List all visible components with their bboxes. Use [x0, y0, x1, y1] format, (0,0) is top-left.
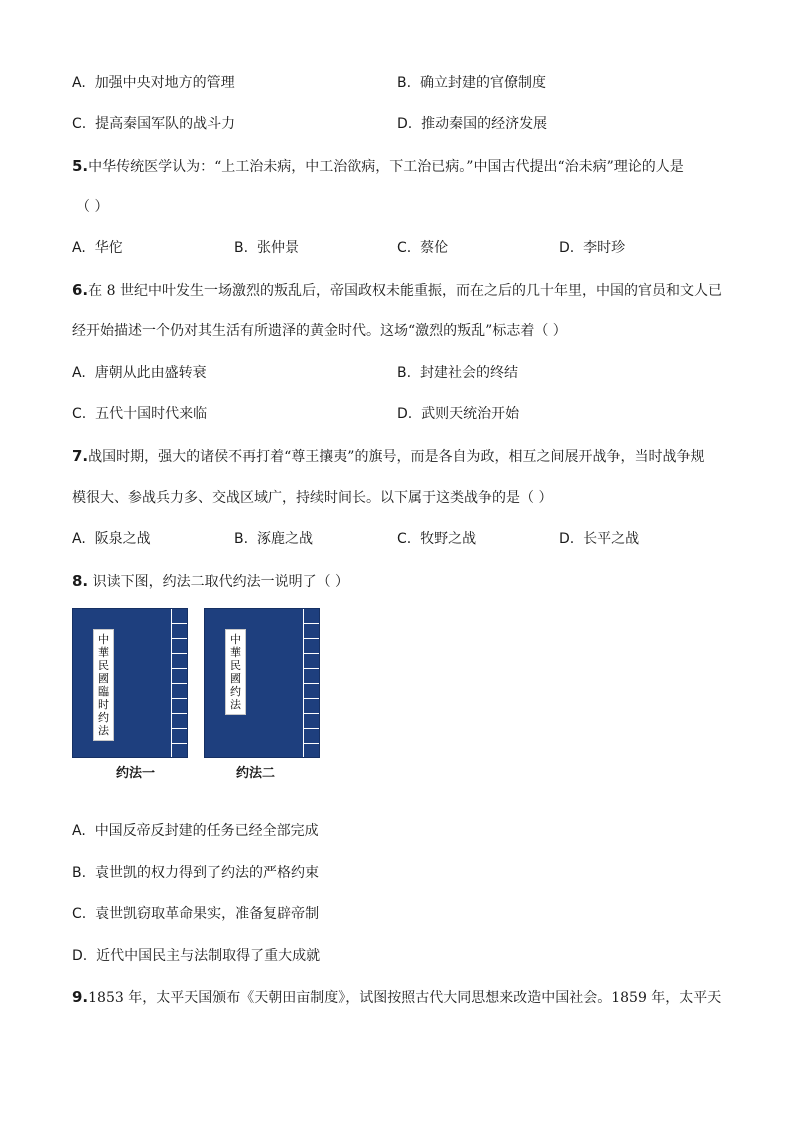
option-letter: A. [72, 240, 86, 256]
option-text: 张仲景 [256, 240, 299, 256]
q4-option-d [397, 114, 547, 134]
book-binding [171, 609, 187, 757]
option-letter: D. [559, 531, 575, 547]
q7-option-d [559, 529, 639, 549]
book2-caption: 约法二 [236, 766, 276, 781]
option-text: 李时珍 [583, 240, 626, 256]
q4-option-a [72, 73, 235, 93]
option-text: 提高秦国军队的战斗力 [95, 116, 236, 132]
option-text: 近代中国民主与法制取得了重大成就 [96, 948, 321, 964]
book-title-label: 中華民國臨时约法 [93, 629, 114, 741]
question-text: 中华传统医学认为：“上工治未病，中工治欲病，下工治已病。”中国古代提出“治未病”理论的人是 [88, 159, 684, 175]
q6-option-c [72, 404, 207, 424]
q6-option-a [72, 363, 207, 383]
option-letter: A. [72, 75, 86, 91]
book-title-label: 中華民國约法 [225, 629, 246, 715]
option-text: 袁世凯窃取革命果实，准备复辟帝制 [95, 906, 320, 922]
q8-option-d [72, 946, 320, 966]
question-number: 7. [72, 447, 89, 465]
q5-option-a [72, 238, 123, 258]
option-text: 加强中央对地方的管理 [94, 75, 235, 91]
option-text: 牧野之战 [420, 531, 477, 547]
option-text: 中国反帝反封建的任务已经全部完成 [94, 823, 319, 839]
option-letter: C. [397, 531, 412, 547]
option-text: 阪泉之战 [94, 531, 151, 547]
q8-option-a [72, 821, 319, 841]
book-cover-provisional-constitution [72, 608, 188, 758]
q8-stem [72, 571, 349, 592]
option-text: 涿鹿之战 [256, 531, 313, 547]
q7-option-b [234, 529, 313, 549]
option-text: 五代十国时代来临 [95, 406, 208, 422]
q5-stem-line1 [72, 156, 684, 177]
q4-option-b [397, 73, 546, 93]
question-text: 识读下图，约法二取代约法一说明了（ ） [88, 574, 350, 590]
option-letter: C. [72, 116, 87, 132]
book1-caption: 约法一 [116, 766, 156, 781]
option-text: 确立封建的官僚制度 [419, 75, 546, 91]
q6-option-d [397, 404, 519, 424]
option-text: 封建社会的终结 [419, 365, 518, 381]
q7-stem-line2: 模很大、参战兵力多、交战区域广，持续时间长。以下属于这类战争的是（ ） [72, 490, 553, 506]
q7-option-a [72, 529, 151, 549]
q5-option-d [559, 238, 625, 258]
question-number: 9. [72, 988, 89, 1006]
question-text: 1853 年，太平天国颁布《天朝田亩制度》，试图按照古代大同思想来改造中国社会。1859 年，太平天 [88, 990, 722, 1006]
option-letter: C. [397, 240, 412, 256]
option-letter: B. [72, 865, 87, 881]
question-number: 8. [72, 572, 89, 590]
option-letter: A. [72, 365, 86, 381]
q9-stem-line1 [72, 987, 721, 1008]
q8-option-b [72, 863, 319, 883]
option-letter: B. [234, 531, 249, 547]
option-letter: A. [72, 531, 86, 547]
question-text: 在 8 世纪中叶发生一场激烈的叛乱后，帝国政权未能重振，而在之后的几十年里，中国的官员和文人已 [88, 283, 722, 299]
option-text: 蔡伦 [420, 240, 449, 256]
q6-option-b [397, 363, 518, 383]
question-text: 战国时期，强大的诸侯不再打着“尊王攘夷”的旗号，而是各自为政，相互之间展开战争，当时战争规 [88, 449, 705, 465]
option-letter: C. [72, 406, 87, 422]
option-letter: C. [72, 906, 87, 922]
option-letter: B. [397, 365, 412, 381]
q4-option-c [72, 114, 235, 134]
option-letter: B. [397, 75, 412, 91]
book-cover-constitutional-compact [204, 608, 320, 758]
book-binding [303, 609, 319, 757]
option-letter: D. [397, 116, 413, 132]
option-text: 武则天统治开始 [421, 406, 520, 422]
q8-option-c [72, 904, 319, 924]
question-number: 5. [72, 157, 89, 175]
option-text: 华佗 [94, 240, 123, 256]
q7-option-c [397, 529, 476, 549]
option-text: 唐朝从此由盛转衰 [94, 365, 207, 381]
option-letter: A. [72, 823, 86, 839]
q5-option-b [234, 238, 299, 258]
option-letter: D. [559, 240, 575, 256]
q5-stem-line2: （ ） [76, 199, 109, 215]
option-text: 推动秦国的经济发展 [421, 116, 548, 132]
option-letter: D. [72, 948, 88, 964]
q6-stem-line1 [72, 280, 722, 301]
q5-option-c [397, 238, 448, 258]
q6-stem-line2: 经开始描述一个仍对其生活有所遗泽的黄金时代。这场“激烈的叛乱”标志着（ ） [72, 323, 567, 339]
question-number: 6. [72, 281, 89, 299]
option-text: 长平之战 [583, 531, 640, 547]
option-letter: B. [234, 240, 249, 256]
option-letter: D. [397, 406, 413, 422]
option-text: 袁世凯的权力得到了约法的严格约束 [94, 865, 319, 881]
q7-stem-line1 [72, 446, 704, 467]
